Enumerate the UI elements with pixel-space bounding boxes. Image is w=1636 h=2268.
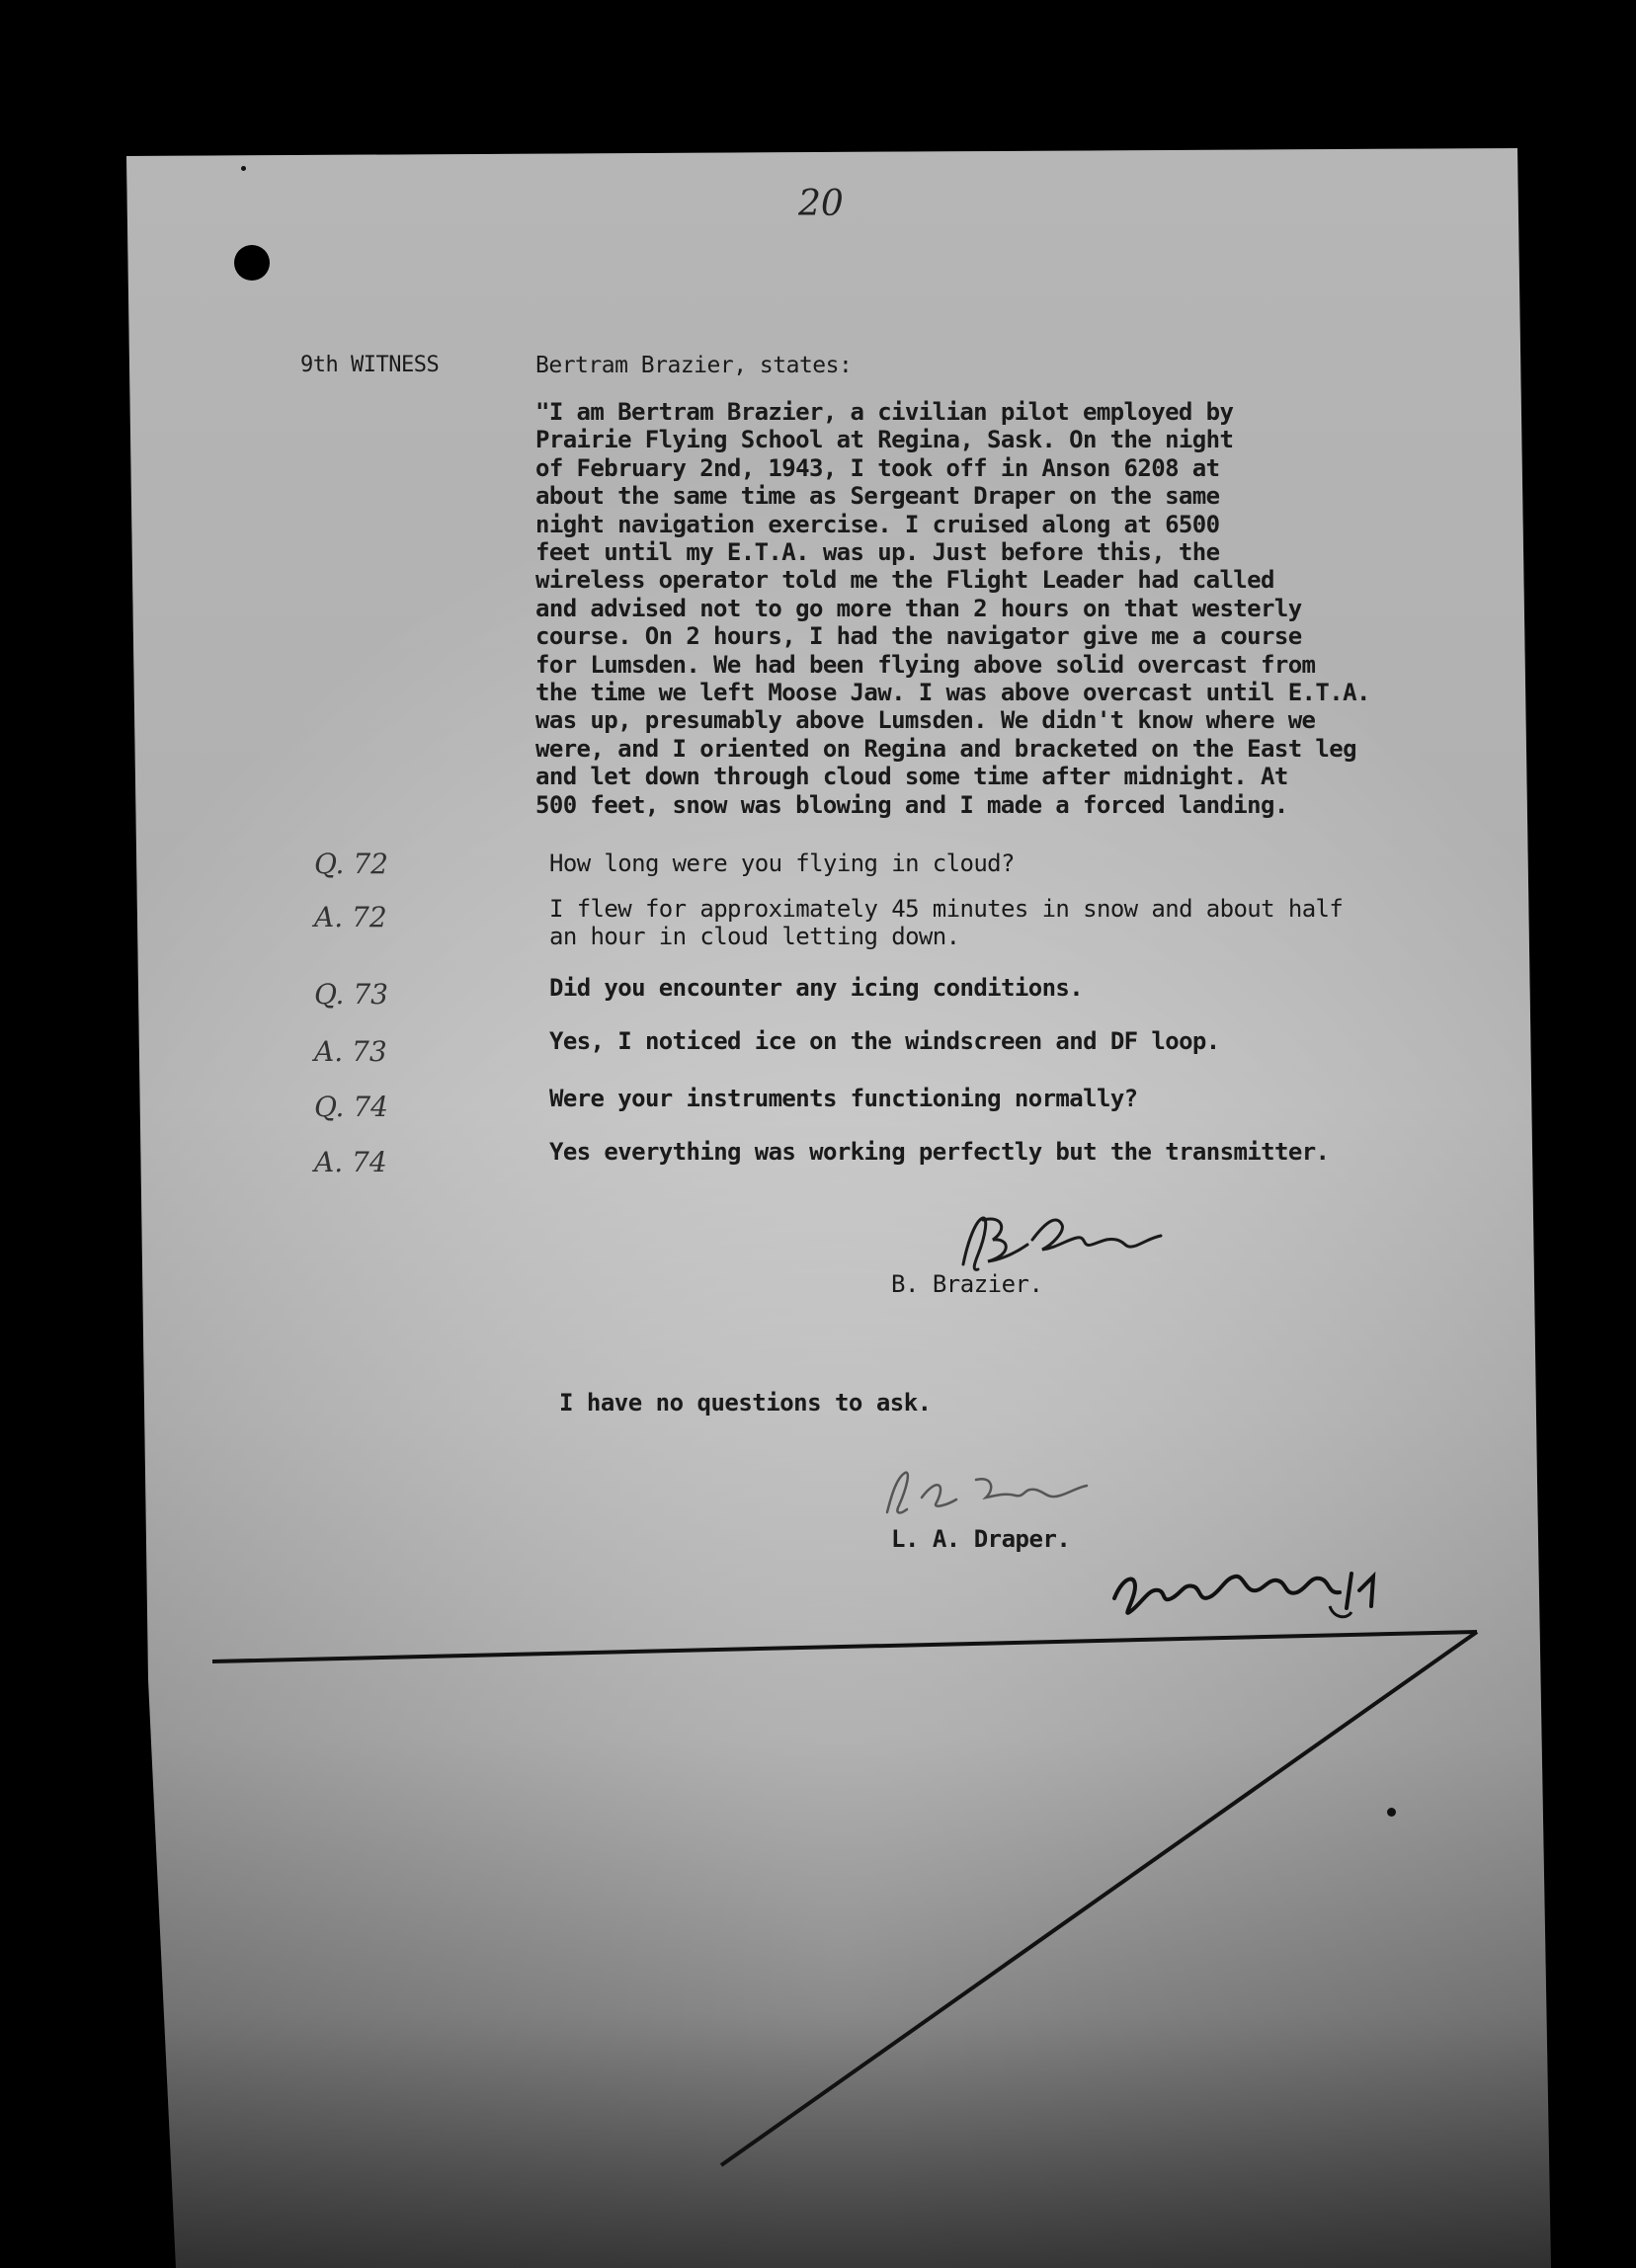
- statement-line: the time we left Moose Jaw. I was above overcast until E.T.A.: [535, 679, 1370, 707]
- accused-handwritten-signature: [867, 1458, 1095, 1527]
- statement-line: 500 feet, snow was blowing and I made a forced landing.: [535, 790, 1288, 819]
- question-label: Q. 72: [314, 848, 388, 880]
- answer-text: I flew for approximately 45 minutes in snow and about half: [549, 895, 1344, 923]
- statement-line: were, and I oriented on Regina and bracketed on the East leg: [535, 734, 1356, 763]
- answer-label: A. 72: [314, 901, 387, 933]
- answer-text: Yes, I noticed ice on the windscreen and DF loop.: [549, 1027, 1220, 1055]
- answer-label: A. 74: [314, 1146, 387, 1178]
- statement-line: course. On 2 hours, I had the navigator give me a course: [535, 622, 1302, 651]
- speck: [1387, 1808, 1396, 1817]
- witness-label: 9th WITNESS: [300, 353, 440, 377]
- officer-handwritten-signature: [1104, 1549, 1401, 1638]
- question-text: Were your instruments functioning normally?: [549, 1085, 1138, 1112]
- question-text: How long were you flying in cloud?: [549, 850, 1015, 877]
- question-label: Q. 74: [314, 1091, 388, 1123]
- statement-line: Prairie Flying School at Regina, Sask. On the night: [535, 426, 1234, 454]
- statement-line: "I am Bertram Brazier, a civilian pilot employed by: [535, 398, 1234, 426]
- punch-hole: [234, 245, 270, 281]
- question-text: Did you encounter any icing conditions.: [549, 974, 1084, 1002]
- witness-typed-name: B. Brazier.: [891, 1270, 1043, 1298]
- statement-line: night navigation exercise. I cruised along at 6500: [535, 510, 1220, 538]
- witness-statement: [535, 398, 1385, 819]
- question-label: Q. 73: [314, 978, 388, 1011]
- statement-line: wireless operator told me the Flight Leader had called: [535, 566, 1274, 595]
- answer-text: an hour in cloud letting down.: [549, 923, 960, 950]
- statement-line: for Lumsden. We had been flying above solid overcast from: [535, 650, 1316, 679]
- answer-text: Yes everything was working perfectly but the transmitter.: [549, 1138, 1330, 1166]
- statement-line: of February 2nd, 1943, I took off in Anson 6208 at: [535, 453, 1220, 482]
- speck: [241, 166, 246, 171]
- accused-typed-name: L. A. Draper.: [891, 1525, 1071, 1553]
- answer-label: A. 73: [314, 1035, 387, 1068]
- page-number: 20: [798, 184, 844, 224]
- statement-line: about the same time as Sergeant Draper on the same: [535, 482, 1220, 511]
- witness-heading: Bertram Brazier, states:: [535, 353, 853, 378]
- no-questions-statement: I have no questions to ask.: [559, 1389, 932, 1417]
- statement-line: and advised not to go more than 2 hours on that westerly: [535, 594, 1302, 622]
- statement-line: feet until my E.T.A. was up. Just before this, the: [535, 538, 1220, 567]
- statement-line: was up, presumably above Lumsden. We didn't know where we: [535, 706, 1316, 735]
- statement-line: and let down through cloud some time after midnight. At: [535, 763, 1288, 791]
